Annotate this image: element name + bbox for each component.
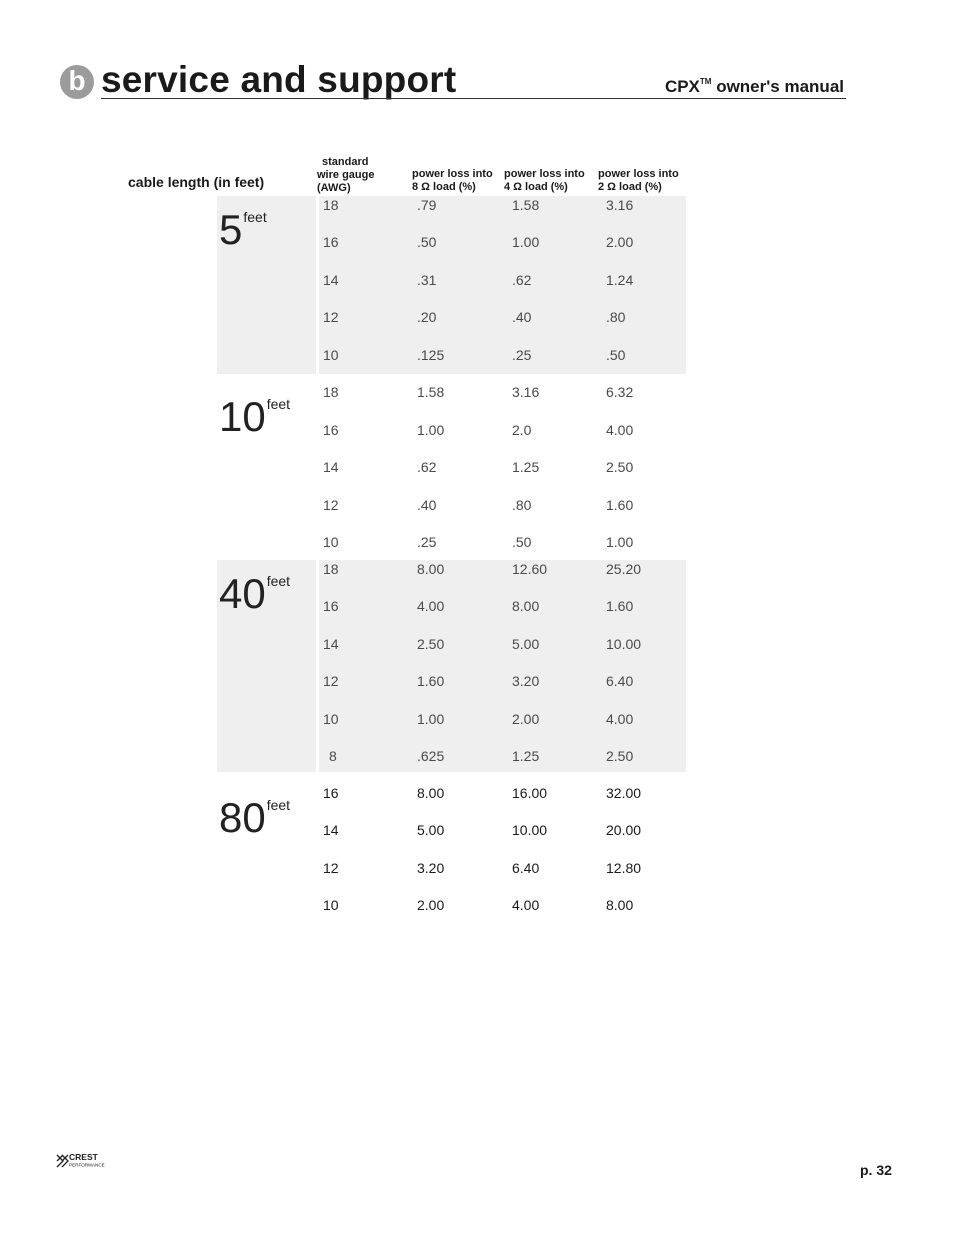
gauge-cell: 12 — [323, 309, 339, 325]
loss-2-cell: 2.00 — [606, 234, 634, 250]
page-header — [60, 60, 846, 102]
loss-2-cell: 2.50 — [606, 748, 634, 764]
gauge-cell: 14 — [323, 636, 339, 652]
cable-length-value: 5 — [219, 206, 243, 253]
loss-4-cell: .62 — [512, 272, 532, 288]
manual-tm: TM — [699, 77, 712, 86]
loss-4-header-line: power loss into — [504, 168, 585, 180]
loss-4-cell: 4.00 — [512, 897, 540, 913]
cable-length-label — [219, 560, 290, 615]
loss-4-cell: .80 — [512, 497, 532, 513]
crest-logo-mark — [57, 1155, 68, 1167]
loss-8-cell: .79 — [417, 197, 437, 213]
loss-4-cell: 1.25 — [512, 748, 540, 764]
gauge-cell: 10 — [323, 897, 339, 913]
loss-2-cell: 10.00 — [606, 636, 642, 652]
loss-4-cell: 1.00 — [512, 234, 540, 250]
loss-4-cell: 2.00 — [512, 711, 540, 727]
cable-length-label — [219, 784, 290, 839]
cable-length-label — [219, 196, 267, 251]
loss-4-cell: 16.00 — [512, 785, 548, 801]
loss-8-cell: 1.60 — [417, 673, 445, 689]
header-rule — [101, 98, 846, 99]
loss-4-header — [504, 168, 585, 194]
gauge-cell: 18 — [323, 384, 339, 400]
cable-length-label — [219, 383, 290, 438]
loss-4-cell: 3.20 — [512, 673, 540, 689]
loss-8-header-line: power loss into — [412, 168, 493, 180]
loss-8-cell: .62 — [417, 459, 437, 475]
gauge-cell: 12 — [323, 673, 339, 689]
loss-8-cell: 1.58 — [417, 384, 445, 400]
loss-4-cell: 8.00 — [512, 598, 540, 614]
loss-8-cell: 5.00 — [417, 822, 445, 838]
section-badge: b — [60, 65, 94, 99]
loss-4-cell: .40 — [512, 309, 532, 325]
loss-2-cell: 1.24 — [606, 272, 634, 288]
manual-title — [665, 77, 844, 97]
manual-suffix: owner's manual — [711, 77, 844, 96]
loss-4-cell: .50 — [512, 534, 532, 550]
loss-8-cell: 4.00 — [417, 598, 445, 614]
logo-tagline: PERFORMANCE — [69, 1162, 105, 1168]
loss-4-cell: 6.40 — [512, 860, 540, 876]
loss-4-header-line: 4 Ω load (%) — [504, 181, 568, 193]
loss-8-cell: 8.00 — [417, 561, 445, 577]
loss-8-cell: 8.00 — [417, 785, 445, 801]
gauge-cell: 14 — [323, 459, 339, 475]
loss-4-cell: 2.0 — [512, 422, 532, 438]
loss-4-cell: 12.60 — [512, 561, 548, 577]
gauge-header-line: wire gauge — [317, 169, 375, 181]
gauge-cell: 16 — [323, 422, 339, 438]
loss-2-cell: 4.00 — [606, 422, 634, 438]
gauge-header — [317, 156, 374, 195]
loss-2-cell: 20.00 — [606, 822, 642, 838]
feet-unit: feet — [266, 573, 291, 589]
gauge-cell: 14 — [323, 272, 339, 288]
loss-8-cell: 2.00 — [417, 897, 445, 913]
gauge-cell: 10 — [323, 711, 339, 727]
loss-2-header — [598, 168, 679, 194]
gauge-cell: 16 — [323, 598, 339, 614]
cable-length-value: 80 — [219, 794, 266, 841]
loss-8-header-line: 8 Ω load (%) — [412, 181, 476, 193]
gauge-cell: 18 — [323, 197, 339, 213]
loss-2-cell: .50 — [606, 347, 626, 363]
loss-8-cell: .20 — [417, 309, 437, 325]
loss-2-cell: 6.40 — [606, 673, 634, 689]
loss-4-cell: 10.00 — [512, 822, 548, 838]
loss-4-cell: .25 — [512, 347, 532, 363]
loss-2-cell: 6.32 — [606, 384, 634, 400]
gauge-cell: 18 — [323, 561, 339, 577]
loss-2-cell: 1.60 — [606, 497, 634, 513]
loss-2-cell: 1.00 — [606, 534, 634, 550]
loss-2-cell: 1.60 — [606, 598, 634, 614]
loss-2-cell: 32.00 — [606, 785, 642, 801]
loss-4-cell: 3.16 — [512, 384, 540, 400]
loss-2-cell: .80 — [606, 309, 626, 325]
gauge-cell: 16 — [323, 785, 339, 801]
cable-length-header: cable length (in feet) — [128, 174, 265, 190]
loss-8-cell: .625 — [417, 748, 445, 764]
gauge-header-line: (AWG) — [317, 182, 351, 194]
loss-2-cell: 25.20 — [606, 561, 642, 577]
loss-8-cell: 3.20 — [417, 860, 445, 876]
loss-8-cell: 1.00 — [417, 422, 445, 438]
gauge-cell: 12 — [323, 497, 339, 513]
loss-8-cell: 1.00 — [417, 711, 445, 727]
loss-2-header-line: power loss into — [598, 168, 679, 180]
loss-2-header-line: 2 Ω load (%) — [598, 181, 662, 193]
page-title: service and support — [101, 59, 457, 100]
loss-4-cell: 5.00 — [512, 636, 540, 652]
loss-8-cell: .31 — [417, 272, 437, 288]
loss-2-cell: 8.00 — [606, 897, 634, 913]
loss-2-cell: 12.80 — [606, 860, 642, 876]
gauge-cell: 10 — [323, 534, 339, 550]
loss-8-cell: .25 — [417, 534, 437, 550]
loss-8-cell: 2.50 — [417, 636, 445, 652]
cable-length-value: 10 — [219, 393, 266, 440]
loss-8-cell: .40 — [417, 497, 437, 513]
loss-2-cell: 3.16 — [606, 197, 634, 213]
logo-wordmark: CREST — [69, 1152, 98, 1162]
feet-unit: feet — [266, 797, 291, 813]
loss-4-cell: 1.25 — [512, 459, 540, 475]
loss-2-cell: 2.50 — [606, 459, 634, 475]
loss-2-cell: 4.00 — [606, 711, 634, 727]
loss-8-cell: .50 — [417, 234, 437, 250]
loss-8-cell: .125 — [417, 347, 445, 363]
gauge-cell: 16 — [323, 234, 339, 250]
loss-8-header — [412, 168, 493, 194]
page-number: p. 32 — [860, 1162, 892, 1178]
gauge-header-line: standard — [322, 156, 369, 168]
group-band-values — [319, 560, 686, 772]
gauge-cell: 8 — [329, 748, 337, 764]
feet-unit: feet — [266, 396, 291, 412]
gauge-cell: 14 — [323, 822, 339, 838]
crest-logo — [56, 1152, 128, 1168]
cable-length-value: 40 — [219, 570, 266, 617]
gauge-cell: 12 — [323, 860, 339, 876]
gauge-cell: 10 — [323, 347, 339, 363]
manual-prefix: CPX — [664, 77, 700, 96]
loss-4-cell: 1.58 — [512, 197, 540, 213]
feet-unit: feet — [243, 209, 267, 225]
